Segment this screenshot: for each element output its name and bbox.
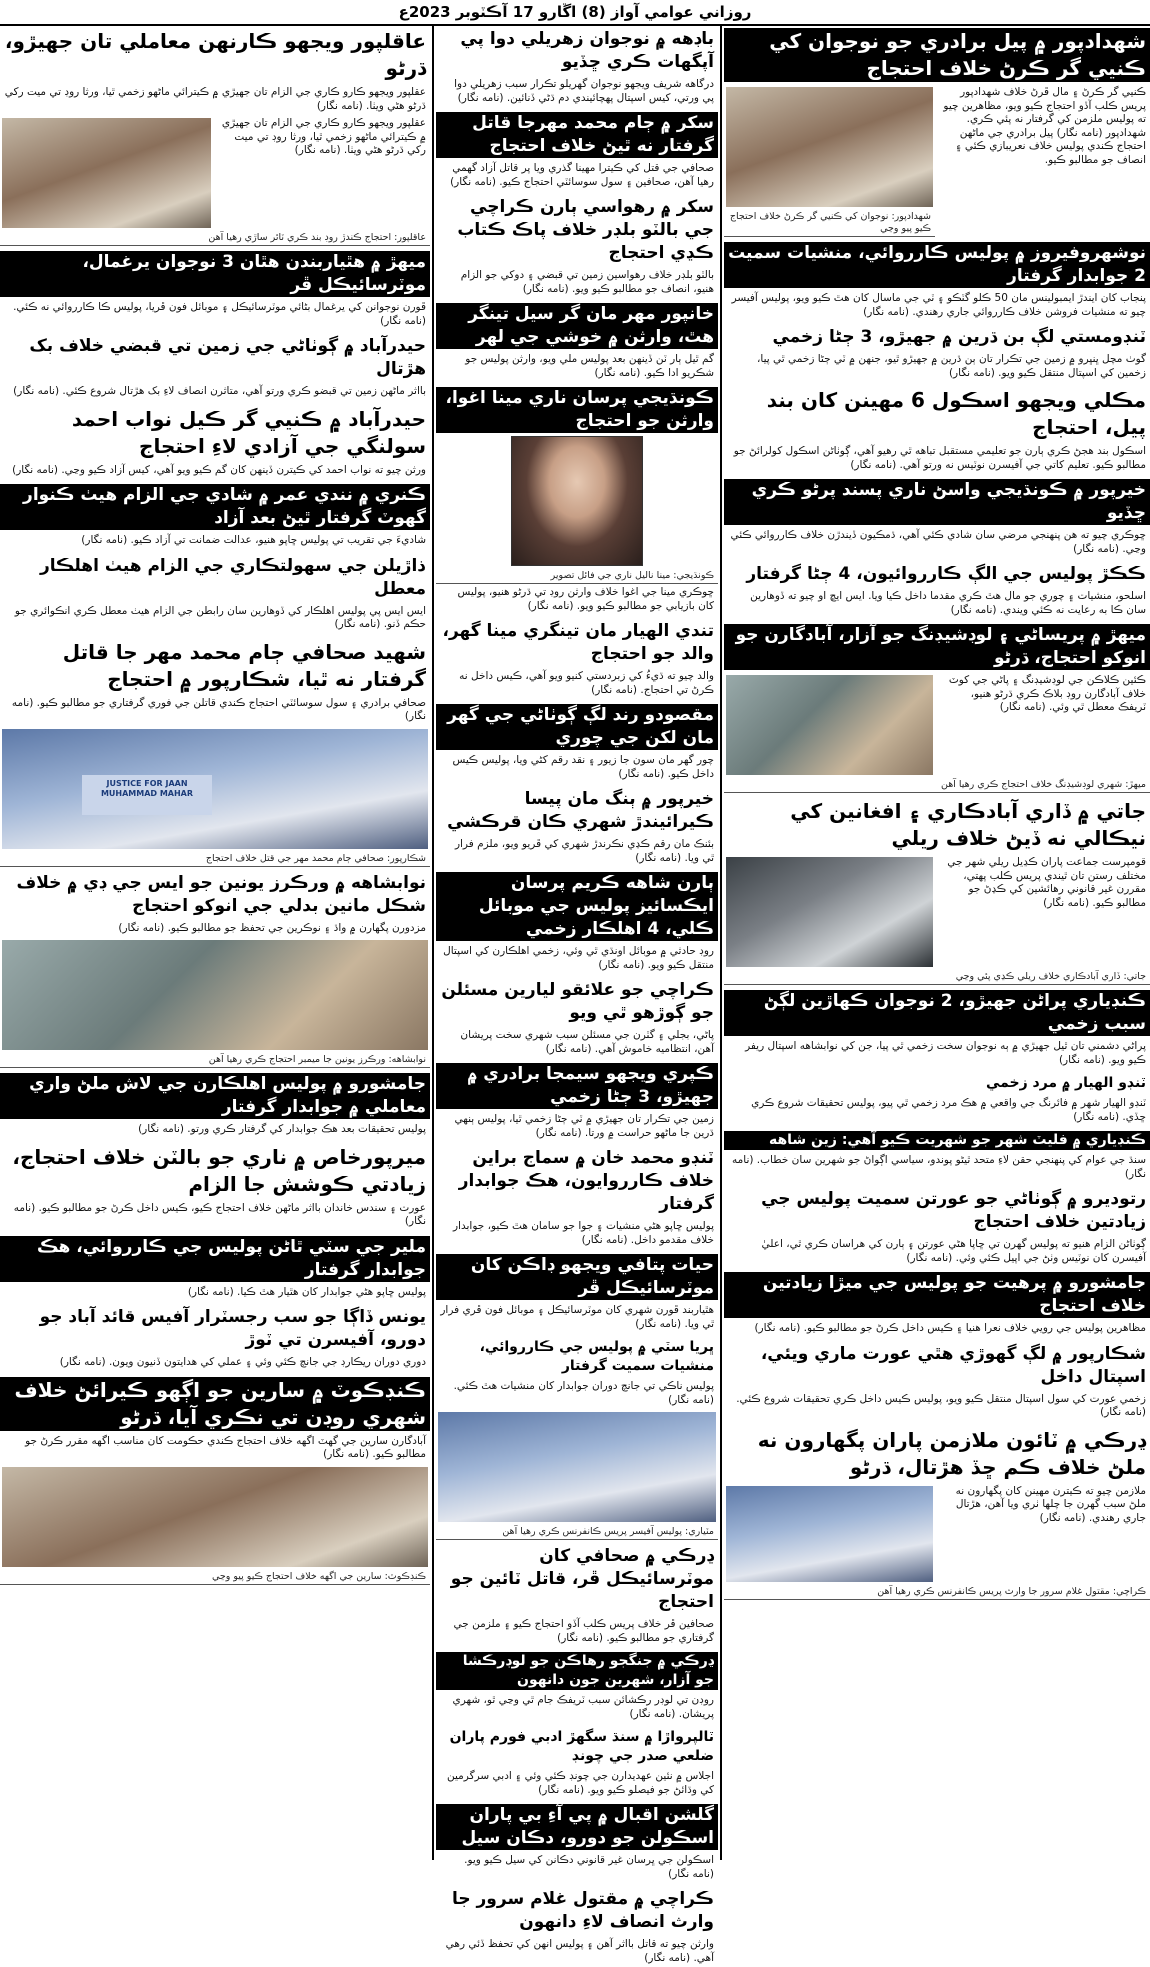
photo-caption: ڪنڊڪوٽ: سارين جي اگهه خلاف احتجاج ڪيو پيو وڃي [0, 1570, 430, 1585]
story [436, 1338, 718, 1540]
story-headline: حيدرآباد ۾ ڪنيي گر ڪيل نواب احمد سولنگي جي آزادي لاءِ احتجاج [71, 406, 426, 458]
story [0, 1236, 430, 1302]
story-body: پوليس تحقيقات بعد هڪ جوابدار کي گرفتار ڪري ورتو. (نامه نگار) [138, 1123, 426, 1135]
story [436, 1254, 718, 1333]
story-body: ڦورن نوجوانن کي يرغمال بڻائي موٽرسائيڪل ۽ موبائل فون ڦريا، پوليس ڪا ڪارروائي نه ڪئي. (نامه نگار) [13, 301, 426, 327]
story-headline: ڪنڊياري ۾ فليٽ شهر جو شهريت ڪيو آهي: زين شاهه [724, 1131, 1150, 1150]
story-body: چور گهر مان سون جا زيور ۽ نقد رقم کڻي ويا، پوليس ڪيس داخل ڪيو. (نامه نگار) [452, 754, 714, 780]
story-body: درگاهه شريف ويجهو نوجوان گهريلو تڪرار سبب زهريلي دوا پي ورتي، کيس اسپتال پهچائيندي دم ڌڻي ڏنائين. (نامه نگار) [454, 78, 714, 104]
story-headline: باڊهه ۾ نوجوان زهريلي دوا پي آپگهات ڪري ڇڏيو [460, 29, 714, 72]
story [724, 479, 1150, 558]
photo-caption: ميهڙ: شهري لوڊشيڊنگ خلاف احتجاج ڪري رهيا آهن [724, 778, 1150, 793]
story-headline: تندي الهيار مان تينگري مينا گهر، والد جو احتجاج [442, 621, 714, 664]
story [0, 251, 430, 330]
photo-caption: مٽياري: پوليس آفيسر پريس ڪانفرنس ڪري رهيا آهن [436, 1525, 718, 1540]
story-headline: ملير جي سٽي ٿاڻن پوليس جي ڪارروائي، هڪ جوابدار گرفتار [0, 1236, 430, 1282]
story [0, 1306, 430, 1372]
story-body: زخمي عورت کي سول اسپتال منتقل ڪيو ويو، پوليس ڪيس داخل ڪري تحقيقات شروع ڪئي. (نامه نگار) [736, 1392, 1146, 1418]
story-body: شاديءَ جي تقريب تي پوليس ڇاپو هنيو، عدالت ضمانت تي آزاد ڪيو. (نامه نگار) [81, 534, 426, 546]
story [724, 1131, 1150, 1183]
story-photo [726, 1486, 933, 1582]
story [436, 620, 718, 699]
story-body: ڇوڪري چيو ته هن پنهنجي مرضي سان شادي ڪئي آهي، ڌمڪيون ڏيندڙن خلاف ڪارروائي ڪئي وڃي. (نامه نگار) [730, 529, 1146, 555]
story [436, 1063, 718, 1142]
story-headline: ٽنڊو محمد خان ۾ سماج براين خلاف ڪارروايون، هڪ جوابدار گرفتار [458, 1148, 714, 1214]
story-headline: ٽنڊو الهيار ۾ مرد زخمي [985, 1075, 1146, 1091]
story [436, 1147, 718, 1249]
story-headline: ڍرڪي ۾ ٽائون ملازمن پاران پگهارون نه ملڻ خلاف ڪم ڇڏ هڙتال، ڌرڻو [757, 1427, 1146, 1479]
story [724, 1272, 1150, 1338]
story-headline: ڪپري ويجهو سيمجا برادري ۾ جهيڙو، 3 ڄڻا زخمي [436, 1063, 718, 1109]
story-body: قومپرست جماعت پاران ڪڍيل ريلي شهر جي مختلف رستن تان ٿيندي پريس ڪلب پهتي، مقررن غير قانوني رهائشين کي ڪڍڻ جو مطالبو ڪيو. (نامه نگار) [947, 856, 1146, 909]
story-body: اسڪول بند هجڻ ڪري ٻارن جو تعليمي مستقبل تباهه ٿي رهيو آهي، ڳوٺاڻن اسڪول کولرائڻ جو مطالبو ڪيو. تعليم کاتي جي آفيسرن نوٽيس نه ورتو آهي. (نامه نگار) [733, 445, 1146, 471]
story-body: صحافي جي قتل کي ڪيترا مهينا گذري ويا پر قاتل آزاد گهمي رهيا آهن، صحافين ۽ سول سوسائٽي احتجاج ڪيو. (نامه نگار) [450, 162, 714, 188]
story [724, 563, 1150, 619]
story-body: روڊ حادثي ۾ موبائل اونڌي ٿي وئي، زخمي اهلڪارن کي اسپتال منتقل ڪيو ويو. (نامه نگار) [443, 945, 714, 971]
story-photo [726, 87, 933, 207]
column-right [724, 26, 1150, 1860]
story-headline: ڪراچي جو علائقو ليارين مسئلن جو ڳوڙهو ٿي ويو [441, 980, 714, 1023]
story [0, 1073, 430, 1139]
story-headline: جاتي ۾ ڏاري آبادڪاري ۽ افغانين کي نيڪالي نه ڏيڻ خلاف ريلي [790, 799, 1146, 850]
story-body: اسلحو، منشيات ۽ چوري جو مال هٿ ڪري مقدما داخل ڪيا ويا. ايس ايڇ او چيو ته ڏوهارين سان ڪا به رعايت نه ڪئي ويندي. (نامه نگار) [750, 590, 1146, 616]
story [436, 1728, 718, 1799]
story-headline: سکر ۾ رهواسي ٻارن ڪراچي جي بالٽو بلڊر خلاف پاڪ ڪتاب ڪڍي احتجاج [457, 197, 714, 263]
justice-banner: JUSTICE FOR JAAN MUHAMMAD MAHAR [82, 775, 212, 815]
story-headline: ڍرڪي ۾ جنگجو رهاڪن جو لوڊرڪشا جو آزار، شهرين جون دانهون [436, 1652, 718, 1690]
story-body: گم ٿيل ٻار ٽن ڏينهن بعد پوليس ملي ويو، وارثن پوليس جو شڪريو ادا ڪيو. (نامه نگار) [465, 353, 714, 379]
story-headline: ٻارن شاهه ڪريم پرسان ايڪسائيز پوليس جي موبائل ڪلي، 4 اهلڪار زخمي [436, 872, 718, 941]
story [724, 1074, 1150, 1126]
story-headline: خيرپور ۾ ڪونڌيجي واسڻ ناري پسند پرڻو ڪري ڇڏيو [724, 479, 1150, 525]
story-body: ايس ايس پي پوليس اهلڪار کي ڏوهارين سان رابطن جي الزام هيٺ معطل ڪري انڪوائري جو حڪم ڏنو. (نامه نگار) [14, 604, 426, 630]
story-headline: ٽنڊومستي لڳ بن ڌرين ۾ جهيڙو، 3 ڄڻا زخمي [772, 327, 1146, 347]
story-headline: نوشهروفيروز ۾ پوليس ڪارروائي، منشيات سميت 2 جوابدار گرفتار [724, 242, 1150, 288]
story-headline: گلشن اقبال ۾ پي آءِ بي پاران اسڪولن جو دورو، دڪان سيل [436, 1804, 718, 1850]
story-body: ڪنيي گر ڪرڻ ۽ مال ڦرڻ خلاف شهدادپور پريس ڪلب آڏو احتجاج ڪيو ويو، مظاهرين چيو ته پوليس ملزمن کي گرفتار نه پئي ڪري. شهدادپور (نامه نگار) پيل برادري جي ماڻهن احتجاج ڪندي پوليس خلاف نعريبازي ڪئي ۽ انصاف جو مطالبو ڪيو. [943, 86, 1146, 166]
column-separator [720, 26, 722, 1860]
story-body: والد چيو ته ڌيءُ کي زبردستي کنيو ويو آهي، ڪيس داخل نه ڪرڻ تي احتجاج. (نامه نگار) [459, 670, 714, 696]
masthead [0, 0, 1150, 26]
story-body: عقلپور ويجهو ڪارو ڪاري جي الزام تان جهيڙي ۾ ڪيترائي ماڻهو زخمي ٿيا، ورثا روڊ تي ميت رکي ڌرڻو هڻي ويٺا. (نامه نگار) [221, 117, 426, 156]
story-body: ورثن چيو ته نواب احمد کي ڪيترن ڏينهن کان گم ڪيو ويو آهي، کيس آزاد ڪيو وڃي. (نامه نگار) [12, 463, 426, 476]
story-body: زمين جي تڪرار تان جهيڙي ۾ ٽي ڄڻا زخمي ٿيا، پوليس ٻنهي ڌرين جا ماڻهو حراست ۾ ورتا. (نامه نگار) [454, 1113, 714, 1139]
story [724, 387, 1150, 474]
story [436, 1888, 718, 1967]
story [0, 406, 430, 480]
story-headline: شڪارپور ۾ لڳ گهوڙي هٿي عورت ماري ويئي، اسپتال داخل [760, 1343, 1146, 1387]
story [436, 788, 718, 867]
story-headline: عاقلپور ويجهو ڪارنهن معاملي تان جهيڙو، ڌرڻو [4, 29, 426, 80]
story [724, 1343, 1150, 1422]
story-body: اسڪولن جي ڀرسان غير قانوني دڪانن کي سيل ڪيو ويو. (نامه نگار) [464, 1854, 714, 1880]
story-body: پاڻي، بجلي ۽ گٽرن جي مسئلن سبب شهري سخت پريشان آهن، انتظاميه خاموش آهي. (نامه نگار) [460, 1029, 714, 1055]
story-headline: ٽالپرواڙا ۾ سنڌ سگهڙ ادبي فورم پاران ضلعي صدر جي چونڊ [449, 1729, 714, 1764]
story-headline: مقصودو رند لڳ ڳوٺاڻي جي گهر مان لکن جي چوري [436, 704, 718, 750]
story-body: دوري دوران ريڪارڊ جي جانچ ڪئي وئي ۽ عملي کي هدايتون ڏنيون ويون. (نامه نگار) [59, 1356, 426, 1368]
story-headline: شهيد صحافي ڄام محمد مهر جا قاتل گرفتار نه ٿيا، شڪارپور ۾ احتجاج [62, 639, 426, 691]
story [724, 1188, 1150, 1267]
story-body: ڳوٺاڻن الزام هنيو ته پوليس گهرن تي ڇاپا هڻي عورتن ۽ ٻارن کي هراسان ڪري ٿي، اعليٰ آفيسرن کان نوٽيس وٺڻ جي اپيل ڪئي وئي. (نامه نگار) [761, 1238, 1146, 1264]
story-photo [2, 1467, 428, 1567]
photo-caption: ڪراچي: مقتول غلام سرور جا وارث پريس ڪانفرنس ڪري رهيا آهن [724, 1585, 1150, 1600]
photo-caption: ڪونڌيجي: مينا ناليل ناري جي فائل تصوير [436, 569, 718, 584]
story-body: آبادگارن سارين جي گهٽ اگهه خلاف احتجاج ڪندي حڪومت کان مناسب اگهه مقرر ڪرڻ جو مطالبو ڪيو. (نامه نگار) [25, 1434, 426, 1460]
story-photo [438, 1412, 716, 1522]
masthead-title: روزاني عوامي آواز (8) اڱارو 17 آڪٽوبر 2023ع [398, 3, 752, 21]
story [724, 326, 1150, 382]
story-body: پوليس ڇاپو هڻي منشيات ۽ جوا جو سامان هٿ ڪيو، جوابدار خلاف مقدمو داخل. (نامه نگار) [452, 1220, 714, 1246]
photo-caption: نوابشاهه: ورڪرز يونين جا ميمبر احتجاج ڪري رهيا آهن [0, 1053, 430, 1068]
photo-caption: شڪارپور: صحافي ڄام محمد مهر جي قتل خلاف احتجاج [0, 852, 430, 867]
story-headline: ڪونڌيجي پرسان ناري مينا اغوا، وارثن جو احتجاج [436, 387, 718, 433]
story-body: روڊن تي لوڊر رڪشائن سبب ٽريفڪ جام ٿي وڃي ٿو، شهري پريشان. (نامه نگار) [452, 1694, 714, 1720]
story [724, 242, 1150, 321]
story-body: ڇوڪري مينا جي اغوا خلاف وارثن روڊ تي ڌرڻو هنيو، پوليس کان بازيابي جو مطالبو ڪيو ويو. (نامه نگار) [457, 586, 714, 612]
story [436, 196, 718, 298]
story-headline: ڪراچي ۾ مقتول غلام سرور جا وارث انصاف لاءِ دانهون [451, 1889, 714, 1932]
story-body: بئنڪ مان رقم ڪڍي نڪرندڙ شهري کي ڦريو ويو، ملزم فرار ٿي ويا. (نامه نگار) [454, 838, 714, 864]
story [436, 303, 718, 382]
story-photo [2, 940, 428, 1050]
story-body: سنڌ جي عوام کي پنهنجي حقن لاءِ متحد ٿيڻو پوندو، سياسي اڳواڻ جو شهرين سان خطاب. (نامه نگار) [732, 1154, 1146, 1180]
story-headline: ذاڙيلن جي سهولتڪاري جي الزام هيٺ اهلڪار معطل [39, 555, 426, 599]
story-headline: مڪلي ويجهو اسڪول 6 مهينن کان بند پيل، احتجاج [766, 388, 1146, 439]
story-body: عقلپور ويجهو ڪارو ڪاري جي الزام تان جهيڙي ۾ ڪيترائي ماڻهو زخمي ٿيا، ورثا روڊ تي ميت رکي ڌرڻو هڻي ويٺا. (نامه نگار) [4, 86, 426, 112]
story [0, 28, 430, 246]
story-headline: شهدادپور ۾ پيل برادري جو نوجوان کي ڪنيي گر ڪرڻ خلاف احتجاج [724, 28, 1150, 82]
story-headline: ڪنري ۾ نندي عمر ۾ شادي جي الزام هيٺ ڪنوار گهوٽ گرفتار ٿيڻ بعد آزاد [0, 484, 430, 530]
story-body: ٽنڊو الهيار شهر ۾ فائرنگ جي واقعي ۾ هڪ مرد زخمي ٿي پيو، پوليس تحقيقات شروع ڪري ڇڏي. (نامه نگار) [751, 1097, 1146, 1123]
story-body: بالٽو بلڊر خلاف رهواسين زمين تي قبضي ۽ دوکي جو الزام هنيو، انصاف جو مطالبو ڪيو ويو. (نامه نگار) [460, 269, 714, 295]
story-body: صحافي برادري ۽ سول سوسائٽي احتجاج ڪندي قاتلن جي فوري گرفتاري جو مطالبو ڪيو. (نامه نگار) [11, 696, 426, 722]
story-headline: جامشورو ۾ پوليس اهلڪارن جي لاش ملڻ واري معاملي ۾ جوابدار گرفتار [0, 1073, 430, 1119]
story-photo [726, 675, 933, 775]
column-middle [436, 26, 718, 1964]
story-body: وارثن چيو ته قاتل بااثر آهن ۽ پوليس انهن کي تحفظ ڏئي رهي آهي. (نامه نگار) [445, 1938, 714, 1964]
story [0, 872, 430, 1069]
story [436, 1652, 718, 1723]
story-headline: جامشورو ۾ پرهيت جو پوليس جي ميڙا زيادتين خلاف احتجاج [724, 1272, 1150, 1318]
story-headline: ڀريا سٽي ۾ پوليس جي ڪارروائي، منشيات سميت گرفتار [479, 1339, 714, 1374]
story [436, 1545, 718, 1647]
story-body: پوليس ناڪي تي جانچ دوران جوابدار کان منشيات هٿ ڪئي. (نامه نگار) [453, 1380, 714, 1406]
story [724, 1427, 1150, 1600]
column-separator [432, 26, 434, 1860]
story-headline: يونس ڏاڳا جو سب رجسٽرار آفيس قائد آباد جو دورو، آفيسرن تي ٽوڙ [39, 1307, 426, 1350]
story [724, 624, 1150, 793]
story-body: پوليس ڇاپو هڻي جوابدار کان هٿيار هٿ ڪيا. (نامه نگار) [187, 1285, 426, 1298]
story-headline: حيات پتافي ويجهو ڊاڪن کان موٽرسائيڪل ڦر [436, 1254, 718, 1300]
story-photo [2, 118, 211, 228]
story-body: اجلاس ۾ نئين عهديدارن جي چونڊ ڪئي وئي ۽ ادبي سرگرمين کي وڌائڻ جو فيصلو ڪيو ويو. (نامه نگار) [447, 1770, 714, 1796]
story-headline: سکر ۾ ڄام محمد مهرجا قاتل گرفتار نه ٿيڻ خلاف احتجاج [436, 112, 718, 158]
story-photo [2, 729, 428, 849]
photo-caption: عاقلپور: احتجاج ڪندڙ روڊ بند ڪري ٽائر ساڙي رهيا آهن [0, 231, 430, 246]
story-headline: رتوديرو ۾ ڳوٺاڻي جو عورتن سميت پوليس جي زيادتين خلاف احتجاج [761, 1189, 1146, 1232]
story-body: گوٺ مچل ڀنڀرو ۾ زمين جي تڪرار تان ٻن ڌرين ۾ جهيڙو ٿيو، جنهن ۾ ٽي ڄڻا زخمي ٿي پيا، زخمين کي اسپتال منتقل ڪيو ويو. (نامه نگار) [756, 353, 1146, 379]
story [724, 798, 1150, 985]
story [0, 335, 430, 401]
story-body: هٿياربند ڦورن شهري کان موٽرسائيڪل ۽ موبائل فون ڦري فرار ٿي ويا. (نامه نگار) [440, 1304, 714, 1330]
story-headline: حيدرآباد ۾ ڳوٺاڻي جي زمين تي قبضي خلاف بک هڙتال [29, 336, 426, 379]
story [0, 1377, 430, 1585]
story [436, 28, 718, 107]
story-headline: ڪنڊياري پراڻن جهيڙو، 2 نوجوان ڪهاڙين لڳڻ سبب زخمي [724, 990, 1150, 1036]
story [724, 28, 1150, 237]
story-body: مزدورن پگهارن ۾ واڌ ۽ نوڪرين جي تحفظ جو مطالبو ڪيو. (نامه نگار) [118, 921, 426, 934]
story-body: پنجاب کان ايندڙ ايمبولينس مان 50 ڪلو گٽڪو ۽ ٽي جي ماسال کان هٿ ڪيو ويو، پوليس آفيسر چيو ته منشيات فروشن خلاف ڪارروائي جاري رهندي. (نامه نگار) [731, 292, 1146, 318]
story-body: مظاهرين پوليس جي رويي خلاف نعرا هنيا ۽ ڪيس داخل ڪرڻ جو مطالبو ڪيو. (نامه نگار) [754, 1322, 1146, 1334]
story-headline: ميهڙ ۾ هٿياربندن هٿان 3 نوجوان يرغمال، موٽرسائيڪل ڦر [0, 251, 430, 297]
story [0, 1144, 430, 1231]
column-left [0, 26, 430, 1860]
story [436, 872, 718, 974]
story [0, 555, 430, 634]
story-body: پراڻي دشمني تان ٿيل جهيڙي ۾ ٻه نوجوان سخت زخمي ٿي پيا، جن کي نوابشاهه اسپتال ريفر ڪيو ويو. (نامه نگار) [745, 1040, 1146, 1066]
photo-caption: جاتي: ڏاري آبادڪاري خلاف ريلي ڪڍي پئي وڃي [724, 970, 1150, 985]
story-body: عورت ۽ سندس خاندان بااثر ماڻهن خلاف احتجاج ڪيو، ڪيس داخل ڪرڻ جو مطالبو ڪيو. (نامه نگار) [13, 1201, 426, 1227]
story-headline: خيرپور ۾ ٻنگ مان پيسا ڪيرائيندڙ شهري ڪان قرڪشي [447, 789, 714, 832]
story-headline: ڪنڊڪوٽ ۾ سارين جو اڳهو ڪيرائڻ خلاف شهري روڊن تي نڪري آيا، ڌرڻو [0, 1377, 430, 1431]
story-headline: خانپور مهر مان گر سيل تينگر هٿ، وارثن ۾ خوشي جي لهر [436, 303, 718, 349]
story [436, 387, 718, 615]
story [724, 990, 1150, 1069]
story [0, 639, 430, 867]
story [436, 1804, 718, 1883]
photo-caption: شهدادپور: نوجوان کي ڪنيي گر ڪرڻ خلاف احتجاج ڪيو پيو وڃي [724, 210, 935, 237]
story [436, 112, 718, 191]
story-headline: ميرپورخاص ۾ ناري جو بالٽن خلاف احتجاج، زيادتي ڪوشش جا الزام [12, 1144, 426, 1196]
story-photo [726, 857, 933, 967]
story-headline: ڪڪڙ پوليس جي الڳ ڪارروائيون، 4 ڄڻا گرفتار [746, 564, 1146, 584]
story [436, 704, 718, 783]
story [436, 979, 718, 1058]
story-headline: ميهڙ ۾ پريساڻي ۽ لوڊشيڊنگ جو آزار، آبادگارن جو انوکو احتجاج، ڌرڻو [724, 624, 1150, 670]
story-body: ملازمن چيو ته ڪيترن مهينن کان پگهارون نه ملڻ سبب گهرن جا چلها ٺري ويا آهن، هڙتال جاري رهندي. (نامه نگار) [955, 1484, 1146, 1524]
story-body: بااثر ماڻهن زمين تي قبضو ڪري ورتو آهي، متاثرن انصاف لاءِ بک هڙتال شروع ڪئي. (نامه نگار) [13, 385, 426, 397]
story-headline: ڍرڪي ۾ صحافي کان موٽرسائيڪل ڦر، قاتل ٽائين جو احتجاج [450, 1546, 714, 1612]
story-portrait [511, 436, 643, 566]
story-body: ڪئين ڪلاڪن جي لوڊشيڊنگ ۽ پاڻي جي کوٽ خلاف آبادگارن روڊ بلاڪ ڪري ڌرڻو هنيو، ٽريفڪ معطل ٿي وئي. (نامه نگار) [948, 674, 1146, 713]
story-body: صحافين ڦر خلاف پريس ڪلب آڏو احتجاج ڪيو ۽ ملزمن جي گرفتاري جو مطالبو ڪيو. (نامه نگار) [453, 1618, 714, 1644]
story-headline: نوابشاهه ۾ ورڪرز يونين جو ايس جي ڊي ۾ خلاف شڪل مانين بدلي جي انوکو احتجاج [16, 872, 426, 916]
story [0, 484, 430, 550]
